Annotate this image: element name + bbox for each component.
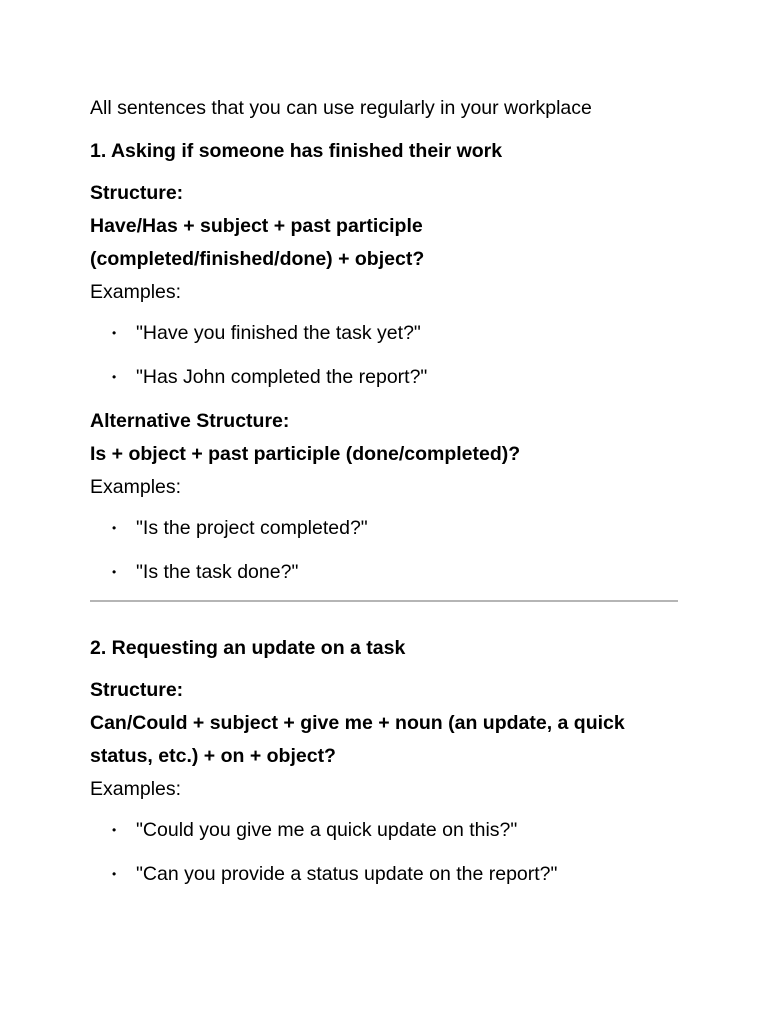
example-item [90,512,680,545]
bullet-icon: • [112,370,117,384]
bullet-icon: • [112,326,117,340]
structure-line: Can/Could + subject + give me + noun (an update, a quick [90,712,625,734]
document-page [90,92,680,902]
bullet-icon: • [112,867,117,881]
bullet-icon: • [112,823,117,837]
example-item [90,556,680,589]
examples-list [90,317,680,394]
example-text: "Has John completed the report?" [136,366,428,388]
example-item [90,814,680,847]
example-text: "Could you give me a quick update on this?" [136,819,518,841]
example-text: "Can you provide a status update on the report?" [136,863,558,885]
bullet-icon: • [112,565,117,579]
example-item [90,361,680,394]
examples-label: Examples: [90,476,182,498]
example-item [90,317,680,350]
example-text: "Have you finished the task yet?" [136,322,421,344]
structure-line: status, etc.) + on + object? [90,745,336,767]
example-item [90,858,680,891]
examples-label: Examples: [90,778,182,800]
alt-structure-line: Is + object + past participle (done/completed)? [90,443,521,465]
section-heading: 2. Requesting an update on a task [90,637,406,659]
structure-line: Have/Has + subject + past participle [90,215,423,237]
alt-structure-label: Alternative Structure: [90,410,290,432]
structure-label: Structure: [90,182,184,204]
section-divider [90,600,678,602]
examples-list [90,512,680,589]
section-request-update [90,632,680,891]
structure-line: (completed/finished/done) + object? [90,248,425,270]
section-heading: 1. Asking if someone has finished their work [90,140,503,162]
example-text: "Is the project completed?" [136,517,368,539]
structure-label: Structure: [90,679,184,701]
bullet-icon: • [112,521,117,535]
intro-text: All sentences that you can use regularly in your workplace [90,97,592,119]
examples-label: Examples: [90,281,182,303]
example-text: "Is the task done?" [136,561,299,583]
examples-list [90,814,680,891]
section-finished-work [90,135,680,589]
